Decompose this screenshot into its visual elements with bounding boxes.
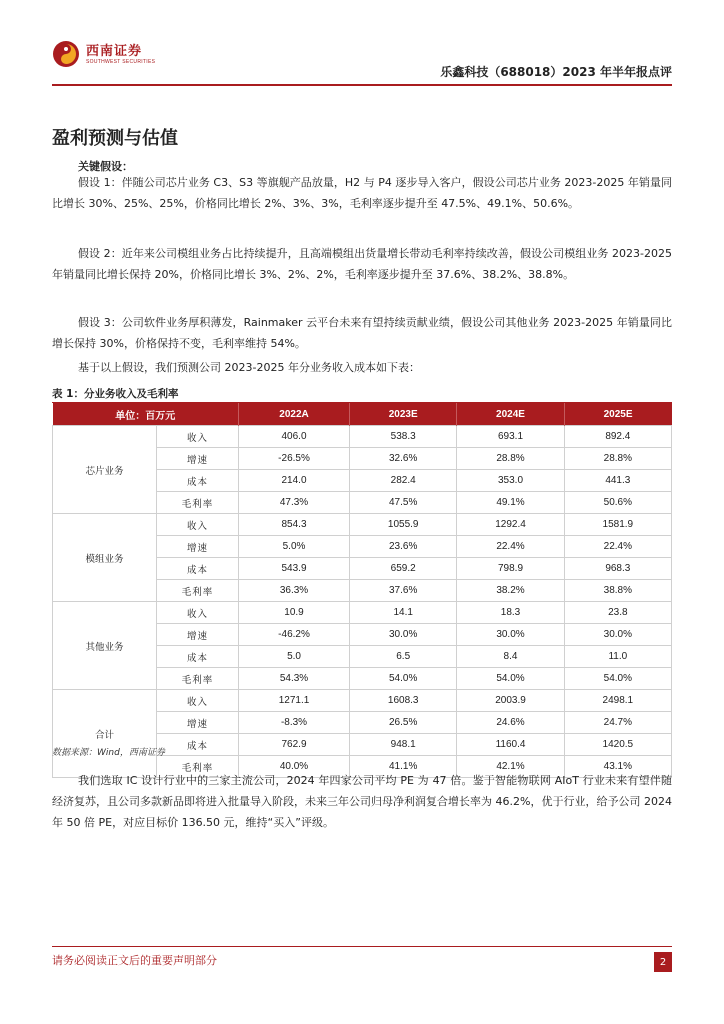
forecast-intro-paragraph: 基于以上假设，我们预测公司 2023-2025 年分业务收入成本如下表： (78, 361, 420, 374)
table-cell: 5.0 (239, 646, 350, 668)
table-cell: 41.1% (350, 756, 457, 778)
metric-label: 成本 (157, 470, 239, 492)
year-header: 2023E (350, 403, 457, 426)
table-cell: 54.3% (239, 668, 350, 690)
table-cell: 18.3 (457, 602, 564, 624)
brand-name-en: SOUTHWEST SECURITIES (86, 58, 156, 65)
table-cell: 1271.1 (239, 690, 350, 712)
table-cell: 30.0% (564, 624, 671, 646)
year-header: 2022A (239, 403, 350, 426)
assumption-paragraph-3: 假设 3：公司软件业务厚积薄发，Rainmaker 云平台未来有望持续贡献业绩，假设公司其他业务 2023-2025 年销量同比增长保持 30%，价格保持不变，毛利率维持 54%。 (52, 316, 672, 350)
metric-label: 增速 (157, 536, 239, 558)
revenue-margin-table (52, 403, 672, 778)
metric-label: 毛利率 (157, 756, 239, 778)
table-cell: 10.9 (239, 602, 350, 624)
table-cell: 854.3 (239, 514, 350, 536)
metric-label: 增速 (157, 448, 239, 470)
report-title: 乐鑫科技（688018）2023 年半年报点评 (440, 65, 672, 79)
metric-label: 成本 (157, 734, 239, 756)
page-number: 2 (654, 952, 672, 972)
table-cell: 24.6% (457, 712, 564, 734)
table-cell: 24.7% (564, 712, 671, 734)
table-cell: -26.5% (239, 448, 350, 470)
table-cell: -46.2% (239, 624, 350, 646)
table-cell: 892.4 (564, 426, 671, 448)
table-cell: 538.3 (350, 426, 457, 448)
brand-name-cn: 西南证券 (86, 43, 143, 59)
metric-label: 收入 (157, 690, 239, 712)
table-cell: 50.6% (564, 492, 671, 514)
metric-label: 增速 (157, 624, 239, 646)
table-cell: 968.3 (564, 558, 671, 580)
table-cell: 54.0% (350, 668, 457, 690)
table-cell: 1055.9 (350, 514, 457, 536)
table-cell: 406.0 (239, 426, 350, 448)
year-header: 2024E (457, 403, 564, 426)
footer-divider (52, 946, 672, 947)
table-cell: 1581.9 (564, 514, 671, 536)
table-cell: 28.8% (564, 448, 671, 470)
table-cell: 47.3% (239, 492, 350, 514)
key-assumptions-heading: 关键假设： (78, 160, 133, 173)
metric-label: 毛利率 (157, 580, 239, 602)
assumption-paragraph-1: 假设 1：伴随公司芯片业务 C3、S3 等旗舰产品放量，H2 与 P4 逐步导入客户，假设公司芯片业务 2023-2025 年销量同比增长 30%、25%、25%，价格同比增长 2%、3%、3%，毛利率逐步提升至 47.5%、49.1%、50.6%。 (52, 176, 672, 210)
segment-label: 模组业务 (53, 514, 157, 602)
table-cell: 441.3 (564, 470, 671, 492)
table-cell: 49.1% (457, 492, 564, 514)
table-cell: 22.4% (457, 536, 564, 558)
table-cell: 1292.4 (457, 514, 564, 536)
metric-label: 收入 (157, 514, 239, 536)
table-row (53, 602, 672, 624)
table-cell: 948.1 (350, 734, 457, 756)
assumption-paragraph-2: 假设 2：近年来公司模组业务占比持续提升，且高端模组出货量增长带动毛利率持续改善，假设公司模组业务 2023-2025 年销量同比增长保持 20%，价格同比增长 3%、2%、2%，毛利率逐步提升至 37.6%、38.2%、38.8%。 (52, 247, 672, 281)
table-cell: 43.1% (564, 756, 671, 778)
table-cell: 5.0% (239, 536, 350, 558)
data-source-note: 数据来源：Wind，西南证券 (52, 748, 165, 758)
table-cell: 214.0 (239, 470, 350, 492)
segment-label: 芯片业务 (53, 426, 157, 514)
table-cell: 798.9 (457, 558, 564, 580)
table-cell: 28.8% (457, 448, 564, 470)
table-cell: 54.0% (457, 668, 564, 690)
brand-logo (52, 40, 155, 68)
metric-label: 毛利率 (157, 668, 239, 690)
metric-label: 成本 (157, 558, 239, 580)
table-cell: 30.0% (350, 624, 457, 646)
table-cell: 282.4 (350, 470, 457, 492)
metric-label: 增速 (157, 712, 239, 734)
table-cell: 353.0 (457, 470, 564, 492)
section-title: 盈利预测与估值 (52, 128, 178, 149)
valuation-paragraph: 我们选取 IC 设计行业中的三家主流公司，2024 年四家公司平均 PE 为 47 倍。鉴于智能物联网 AIoT 行业未来有望伴随经济复苏，且公司多款新品即将进入批量导入阶段，未来三年公司归母净利润复合增长率为 46.2%，优于行业，给予公司 2024 年 50 倍 PE，对应目标价 136.50 元，维持“买入”评级。 (52, 774, 672, 829)
table-cell: 38.2% (457, 580, 564, 602)
table-row (53, 514, 672, 536)
table-cell: 1160.4 (457, 734, 564, 756)
page-header (52, 40, 672, 84)
table-title: 表 1：分业务收入及毛利率 (52, 388, 179, 400)
segment-label: 其他业务 (53, 602, 157, 690)
table-cell: 543.9 (239, 558, 350, 580)
table-cell: 32.6% (350, 448, 457, 470)
table-cell: 37.6% (350, 580, 457, 602)
table-cell: 23.6% (350, 536, 457, 558)
table-cell: 38.8% (564, 580, 671, 602)
metric-label: 毛利率 (157, 492, 239, 514)
table-cell: 11.0 (564, 646, 671, 668)
unit-header: 单位：百万元 (53, 403, 239, 426)
table-cell: 22.4% (564, 536, 671, 558)
table-cell: -8.3% (239, 712, 350, 734)
table-cell: 762.9 (239, 734, 350, 756)
brand-logo-icon (52, 40, 80, 68)
table-cell: 30.0% (457, 624, 564, 646)
table-cell: 26.5% (350, 712, 457, 734)
table-row (53, 426, 672, 448)
table-cell: 6.5 (350, 646, 457, 668)
table-cell: 47.5% (350, 492, 457, 514)
metric-label: 成本 (157, 646, 239, 668)
table-cell: 693.1 (457, 426, 564, 448)
table-cell: 14.1 (350, 602, 457, 624)
table-cell: 1420.5 (564, 734, 671, 756)
header-divider (52, 84, 672, 86)
table-cell: 36.3% (239, 580, 350, 602)
segment-label: 合计 (53, 690, 157, 778)
table-row (53, 690, 672, 712)
table-header-row (53, 403, 672, 426)
metric-label: 收入 (157, 602, 239, 624)
table-cell: 54.0% (564, 668, 671, 690)
table-cell: 8.4 (457, 646, 564, 668)
table-cell: 42.1% (457, 756, 564, 778)
table-cell: 1608.3 (350, 690, 457, 712)
disclaimer-text: 请务必阅读正文后的重要声明部分 (52, 954, 217, 967)
table-cell: 40.0% (239, 756, 350, 778)
table-cell: 2003.9 (457, 690, 564, 712)
table-cell: 2498.1 (564, 690, 671, 712)
table-cell: 23.8 (564, 602, 671, 624)
table-cell: 659.2 (350, 558, 457, 580)
metric-label: 收入 (157, 426, 239, 448)
year-header: 2025E (564, 403, 671, 426)
